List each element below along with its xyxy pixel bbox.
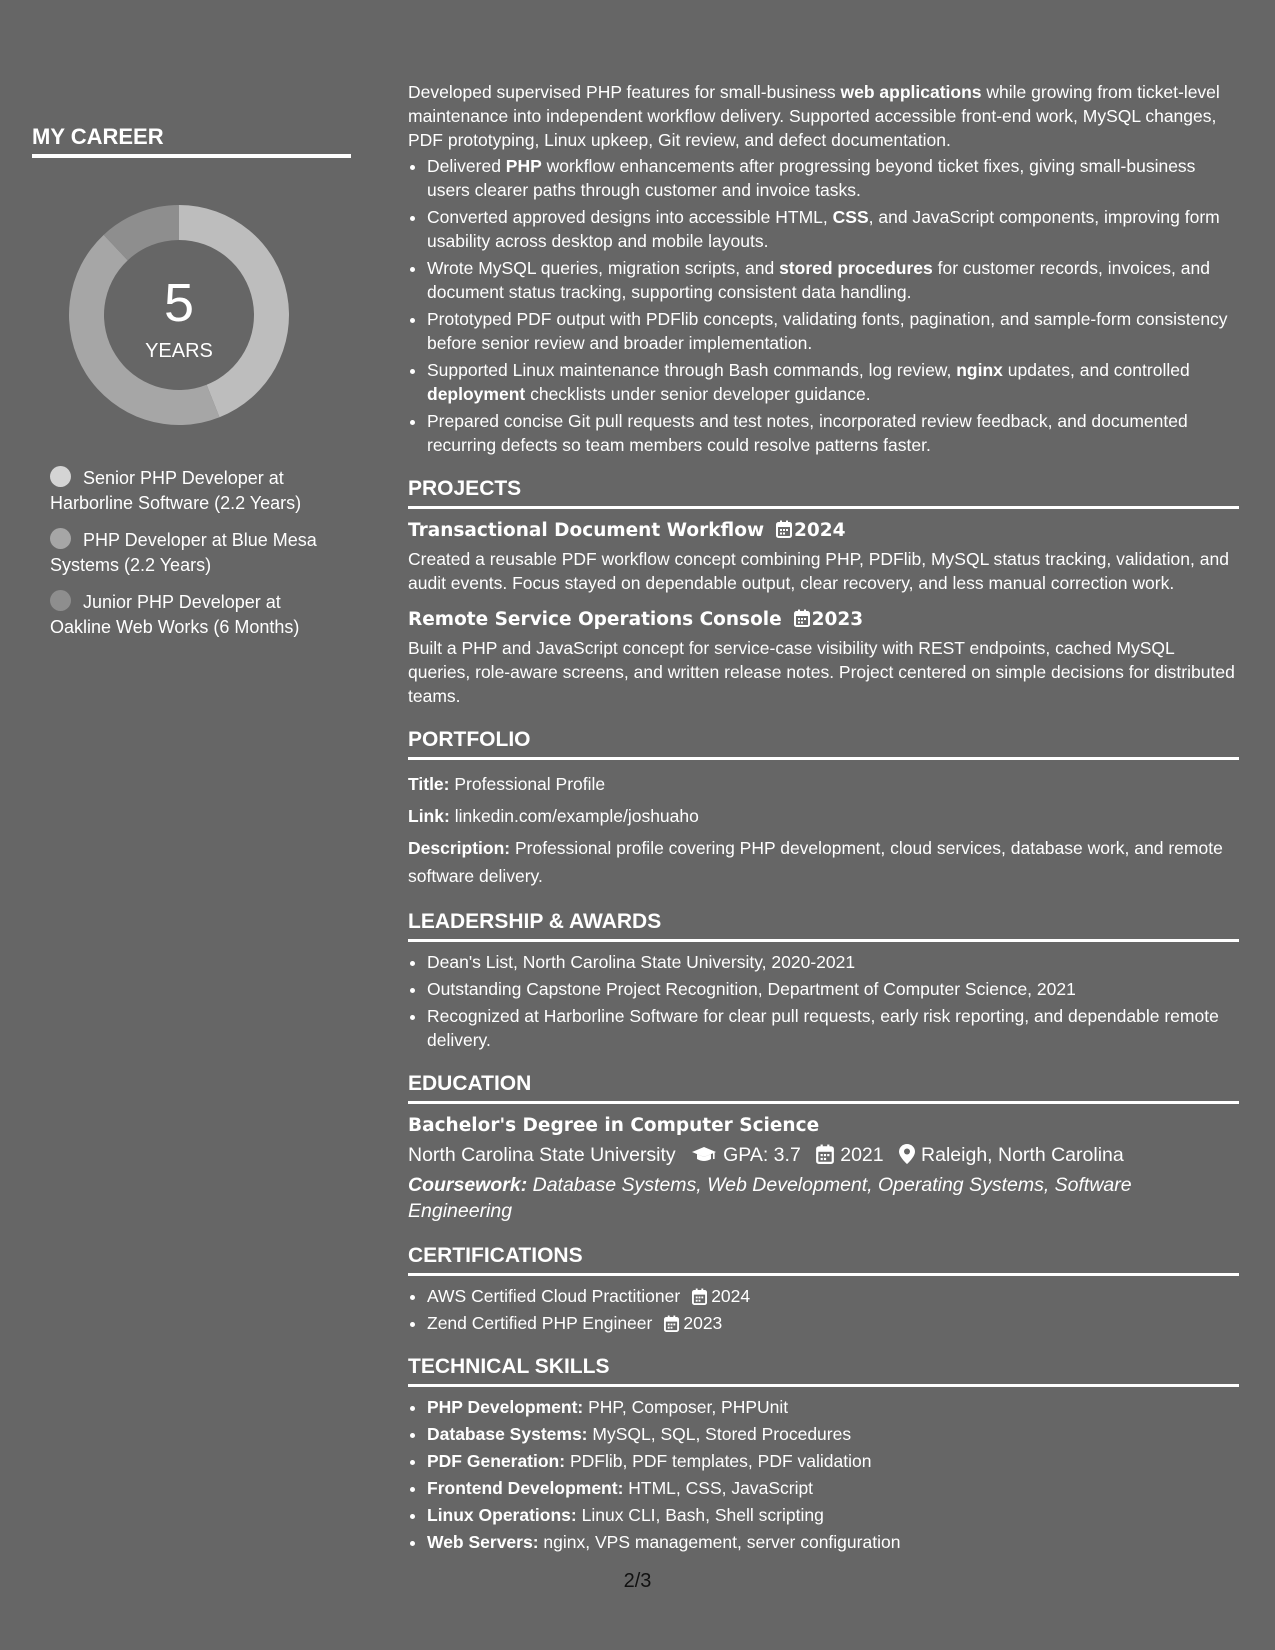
skill-item <box>427 1476 1239 1500</box>
leadership-item: • Recognized at Harborline Software for clear pull requests, early risk reporting, and dependable remote delivery. <box>427 1004 1239 1052</box>
career-heading: MY CAREER <box>32 124 351 158</box>
bullet-text: Wrote MySQL queries, migration scripts, and <box>427 258 780 278</box>
skill-category: Database Systems: <box>427 1424 588 1444</box>
bullet-text: Delivered <box>427 156 506 176</box>
project-name: Transactional Document Workflow <box>408 520 765 541</box>
education-year: 2021 <box>840 1144 884 1166</box>
legend-dot-icon <box>50 466 71 487</box>
bullet-bold: deployment <box>427 384 526 404</box>
portfolio-description-row <box>408 834 1239 890</box>
skill-values: nginx, VPS management, server configuration <box>543 1532 901 1552</box>
certification-year: 2023 <box>683 1313 723 1333</box>
education-details <box>408 1141 1239 1169</box>
career-item-label: Junior PHP Developer at Oakline Web Works (6 Months) <box>50 592 300 637</box>
education-gpa: GPA: 3.7 <box>723 1144 801 1166</box>
career-item-label: Senior PHP Developer at Harborline Software (2.2 Years) <box>50 468 302 513</box>
career-years-number: 5 <box>163 273 195 333</box>
intro-text: Developed supervised PHP features for small-business <box>408 82 841 102</box>
summary-bullet <box>427 409 1239 457</box>
portfolio-link-row <box>408 802 1239 830</box>
career-item <box>50 466 340 516</box>
page-number: 2/3 <box>623 1570 652 1592</box>
project-year: 2024 <box>794 520 846 541</box>
skill-category: Linux Operations: <box>427 1505 577 1525</box>
portfolio-link-label: Link: <box>408 806 450 826</box>
career-sidebar <box>32 124 351 652</box>
bullet-text: Prototyped PDF output with PDFlib concepts, validating fonts, pagination, and sample-form consistency before senior review and broader implementation. <box>427 309 1228 353</box>
calendar-icon <box>816 1144 834 1164</box>
education-section <box>408 1072 1239 1224</box>
certifications-section <box>408 1244 1239 1335</box>
bullet-text: updates, and controlled <box>1002 360 1190 380</box>
project-description: Created a reusable PDF workflow concept combining PHP, PDFlib, MySQL status tracking, validation, and audit events. Focus stayed on dependable output, clear recovery, and less manual correction work. <box>408 549 1229 593</box>
donut-center <box>66 202 292 428</box>
map-pin-icon <box>899 1144 915 1164</box>
coursework-value: Database Systems, Web Development, Operating Systems, Software Engineering <box>408 1174 1132 1222</box>
leadership-list <box>408 950 1239 1052</box>
skills-list <box>408 1395 1239 1554</box>
summary-bullet <box>427 358 1239 406</box>
bullet-text: , and JavaScript components, improving form usability across desktop and mobile layouts. <box>427 207 1220 251</box>
education-coursework <box>408 1172 1239 1224</box>
career-item <box>50 590 340 640</box>
skill-category: PHP Development: <box>427 1397 584 1417</box>
career-item <box>50 528 340 578</box>
career-item-label: PHP Developer at Blue Mesa Systems (2.2 Years) <box>50 530 317 575</box>
portfolio-description-value: Professional profile covering PHP development, cloud services, database work, and remote software delivery. <box>408 838 1223 886</box>
skill-item <box>427 1503 1239 1527</box>
bullet-text: Converted approved designs into accessible HTML, <box>427 207 833 227</box>
education-degree: Bachelor's Degree in Computer Science <box>408 1115 820 1136</box>
career-years-unit: YEARS <box>145 340 213 362</box>
skill-category: Web Servers: <box>427 1532 539 1552</box>
bullet-bold: nginx <box>956 360 1003 380</box>
portfolio-description-label: Description: <box>408 838 511 858</box>
project-item <box>408 518 1239 595</box>
skill-item <box>427 1449 1239 1473</box>
skill-item <box>427 1530 1239 1554</box>
skill-item <box>427 1395 1239 1419</box>
certification-name: Zend Certified PHP Engineer <box>427 1313 653 1333</box>
project-item <box>408 607 1239 708</box>
portfolio-heading: PORTFOLIO <box>408 728 1239 760</box>
graduation-cap-icon <box>691 1146 717 1164</box>
education-location: Raleigh, North Carolina <box>921 1144 1124 1166</box>
portfolio-title-row <box>408 770 1239 798</box>
certifications-heading: CERTIFICATIONS <box>408 1244 1239 1276</box>
bullet-text: Prepared concise Git pull requests and test notes, incorporated review feedback, and documented recurring defects so team members could resolve patterns faster. <box>427 411 1188 455</box>
skill-item <box>427 1422 1239 1446</box>
skill-values: PDFlib, PDF templates, PDF validation <box>569 1451 872 1471</box>
resume-main <box>408 80 1239 1557</box>
certifications-list <box>408 1284 1239 1335</box>
legend-dot-icon <box>50 528 71 549</box>
project-title <box>408 607 1239 633</box>
summary-bullet <box>427 154 1239 202</box>
bullet-text: workflow enhancements after progressing beyond ticket fixes, giving small-business users clearer paths through customer and invoice tasks. <box>427 156 1196 200</box>
calendar-icon <box>664 1315 679 1332</box>
skill-values: PHP, Composer, PHPUnit <box>588 1397 789 1417</box>
skill-category: Frontend Development: <box>427 1478 624 1498</box>
certification-year: 2024 <box>711 1286 751 1306</box>
certification-name: AWS Certified Cloud Practitioner <box>427 1286 681 1306</box>
skill-values: HTML, CSS, JavaScript <box>628 1478 814 1498</box>
career-legend <box>50 466 340 640</box>
bullet-bold: CSS <box>832 207 869 227</box>
leadership-heading: LEADERSHIP & AWARDS <box>408 910 1239 942</box>
bullet-text: checklists under senior developer guidance. <box>525 384 871 404</box>
legend-dot-icon <box>50 590 71 611</box>
summary-intro <box>408 80 1239 152</box>
leadership-item: • Outstanding Capstone Project Recognition, Department of Computer Science, 2021 <box>427 977 1239 1001</box>
career-donut-chart <box>66 202 292 428</box>
bullet-text: Supported Linux maintenance through Bash commands, log review, <box>427 360 957 380</box>
intro-bold: web applications <box>840 82 982 102</box>
summary-bullets <box>408 154 1239 457</box>
bullet-bold: stored procedures <box>779 258 933 278</box>
bullet-text: for customer records, invoices, and document status tracking, supporting consistent data handling. <box>427 258 1210 302</box>
summary-bullet <box>427 307 1239 355</box>
project-title <box>408 518 1239 544</box>
portfolio-link[interactable]: linkedin.com/example/joshuaho <box>454 806 699 826</box>
skill-values: Linux CLI, Bash, Shell scripting <box>581 1505 824 1525</box>
summary-bullet <box>427 205 1239 253</box>
portfolio-title-value: Professional Profile <box>454 774 606 794</box>
certification-item <box>427 1311 1239 1335</box>
portfolio-section <box>408 728 1239 890</box>
project-year: 2023 <box>811 609 864 630</box>
portfolio-details <box>408 770 1239 890</box>
leadership-section <box>408 910 1239 1052</box>
projects-heading: PROJECTS <box>408 477 1239 509</box>
coursework-label: Coursework: <box>408 1174 528 1196</box>
calendar-icon <box>776 520 792 538</box>
project-description: Built a PHP and JavaScript concept for service-case visibility with REST endpoints, cached MySQL queries, role-aware screens, and written release notes. Project centered on simple decisions for distributed teams. <box>408 638 1235 706</box>
bullet-bold: PHP <box>505 156 542 176</box>
portfolio-title-label: Title: <box>408 774 450 794</box>
projects-section <box>408 477 1239 708</box>
summary-bullet <box>427 256 1239 304</box>
calendar-icon <box>794 609 810 627</box>
skills-section <box>408 1355 1239 1554</box>
intro-text: while growing from ticket-level maintenance into independent workflow delivery. Supported accessible front-end work, MySQL changes, PDF prototyping, Linux upkeep, Git review, and defect documentation. <box>408 82 1220 150</box>
education-school: North Carolina State University <box>408 1144 676 1166</box>
calendar-icon <box>692 1288 707 1305</box>
leadership-item: • Dean's List, North Carolina State University, 2020-2021 <box>427 950 1239 974</box>
certification-item <box>427 1284 1239 1308</box>
skill-values: MySQL, SQL, Stored Procedures <box>592 1424 852 1444</box>
education-heading: EDUCATION <box>408 1072 1239 1104</box>
project-name: Remote Service Operations Console <box>408 609 782 630</box>
skills-heading: TECHNICAL SKILLS <box>408 1355 1239 1387</box>
skill-category: PDF Generation: <box>427 1451 566 1471</box>
